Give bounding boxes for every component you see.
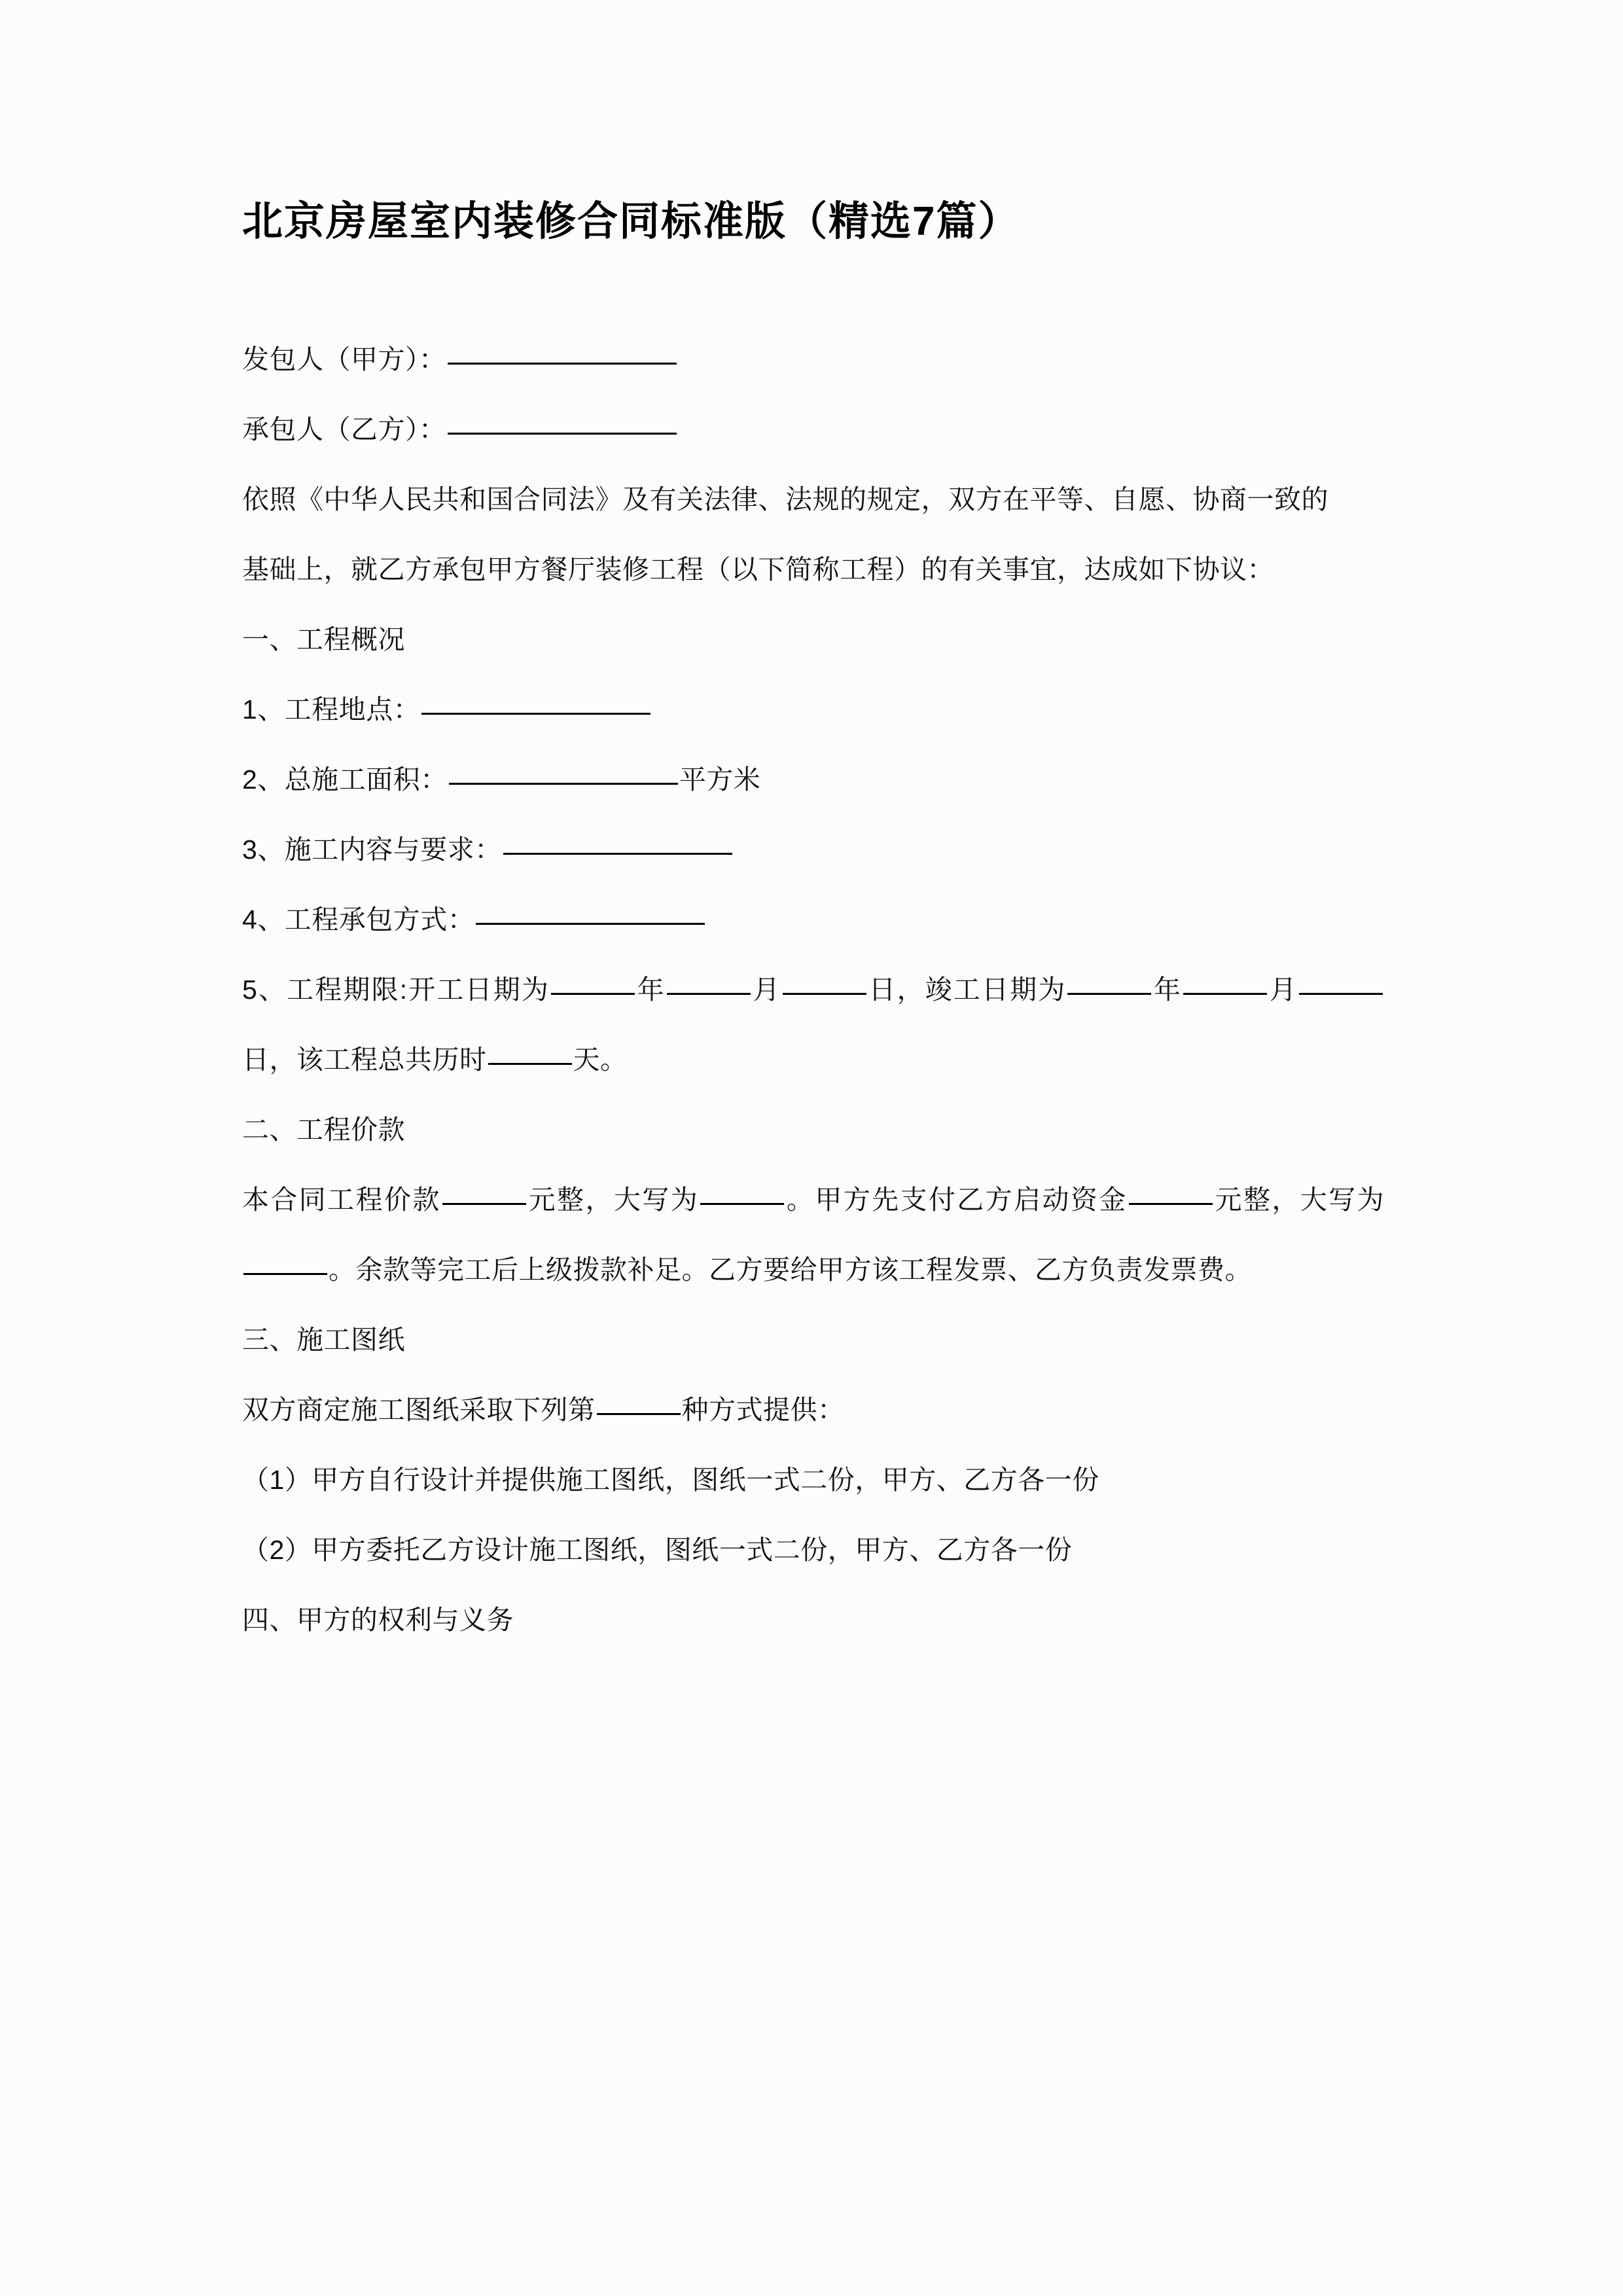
item-5-end-month-blank[interactable] [1183, 965, 1267, 995]
item-1-blank[interactable] [421, 685, 651, 715]
party-b-blank[interactable] [448, 405, 677, 435]
price-text-b: 元整，大写为 [527, 1184, 700, 1215]
heading-section-1 [242, 605, 1384, 675]
startup-fund-blank[interactable] [1129, 1175, 1213, 1205]
item-5-duration-unit: 天。 [573, 1044, 628, 1075]
paragraph-item-4 [242, 885, 1384, 955]
item-5-mid-text: 日，竣工日期为 [867, 974, 1067, 1005]
paragraph-item-1 [242, 675, 1384, 745]
item-3-label: 3、施工内容与要求： [242, 834, 502, 865]
item-5-month-unit-1: 月 [751, 974, 781, 1005]
paragraph-item-2 [242, 745, 1384, 815]
price-text-a: 本合同工程价款 [242, 1184, 441, 1215]
price-text-e: 。余款等完工后上级拨款补足。乙方要给甲方该工程发票、乙方负责发票费。 [329, 1254, 1252, 1285]
item-5-end-year-blank[interactable] [1067, 965, 1151, 995]
item-5-duration-text: 日，该工程总共历时 [242, 1044, 487, 1075]
heading-section-4 [242, 1585, 1384, 1655]
section-2-heading-text: 二、工程价款 [242, 1114, 405, 1145]
price-amount-words-blank[interactable] [700, 1175, 784, 1205]
paragraph-party-b [242, 395, 1384, 465]
item-5-end-day-blank[interactable] [1299, 965, 1383, 995]
paragraph-party-a [242, 325, 1384, 395]
price-text-c: 。甲方先支付乙方启动资金 [785, 1184, 1128, 1215]
page-title: 北京房屋室内装修合同标准版（精选7篇） [242, 199, 1020, 244]
item-4-label: 4、工程承包方式： [242, 904, 475, 935]
section-1-heading-text: 一、工程概况 [242, 624, 405, 655]
party-a-label: 发包人（甲方）： [242, 344, 446, 374]
paragraph-drawing-option-2 [242, 1515, 1384, 1585]
drawing-option-1-text: （1）甲方自行设计并提供施工图纸，图纸一式二份，甲方、乙方各一份 [242, 1464, 1099, 1495]
paragraph-drawing-intro [242, 1375, 1384, 1445]
drawing-option-2-text: （2）甲方委托乙方设计施工图纸，图纸一式二份，甲方、乙方各一份 [242, 1534, 1073, 1565]
item-3-blank[interactable] [503, 825, 732, 855]
legal-basis-text-1: 依照《中华人民共和国合同法》及有关法律、法规的规定，双方在平等、自愿、协商一致的 [242, 484, 1329, 514]
item-1-label: 1、工程地点： [242, 694, 421, 725]
item-2-unit: 平方米 [679, 764, 761, 795]
item-5-label: 5、工程期限:开工日期为 [242, 974, 550, 1005]
paragraph-price [242, 1165, 1384, 1305]
item-5-duration-blank[interactable] [488, 1035, 572, 1065]
item-5-year-unit-2: 年 [1152, 974, 1183, 1005]
item-2-label: 2、总施工面积： [242, 764, 448, 795]
paragraph-item-3 [242, 815, 1384, 885]
item-2-blank[interactable] [449, 755, 678, 785]
heading-section-3 [242, 1305, 1384, 1375]
paragraph-legal-basis-line-2 [242, 535, 1384, 605]
drawing-option-blank[interactable] [597, 1386, 681, 1415]
paragraph-drawing-option-1 [242, 1445, 1384, 1515]
price-amount-blank[interactable] [442, 1175, 526, 1205]
paragraph-item-5 [242, 955, 1384, 1095]
section-4-heading-text: 四、甲方的权利与义务 [242, 1604, 514, 1635]
heading-section-2 [242, 1095, 1384, 1165]
item-5-month-unit-2: 月 [1268, 974, 1298, 1005]
startup-fund-words-blank[interactable] [243, 1246, 327, 1275]
item-5-start-month-blank[interactable] [667, 965, 751, 995]
price-text-d: 元整，大写为 [1213, 1184, 1385, 1215]
document-content [242, 0, 1384, 1655]
party-a-blank[interactable] [448, 335, 677, 365]
item-5-year-unit-1: 年 [636, 974, 666, 1005]
drawing-intro-text-a: 双方商定施工图纸采取下列第 [242, 1394, 596, 1425]
item-5-start-day-blank[interactable] [783, 965, 866, 995]
item-4-blank[interactable] [476, 895, 705, 925]
legal-basis-text-2: 基础上，就乙方承包甲方餐厅装修工程（以下简称工程）的有关事宜，达成如下协议： [242, 554, 1274, 584]
party-b-label: 承包人（乙方）： [242, 414, 446, 444]
document-body [242, 325, 1384, 1655]
section-3-heading-text: 三、施工图纸 [242, 1324, 405, 1355]
paragraph-legal-basis-line-1 [242, 465, 1384, 535]
item-5-start-year-blank[interactable] [551, 965, 635, 995]
drawing-intro-text-b: 种方式提供： [681, 1394, 845, 1425]
